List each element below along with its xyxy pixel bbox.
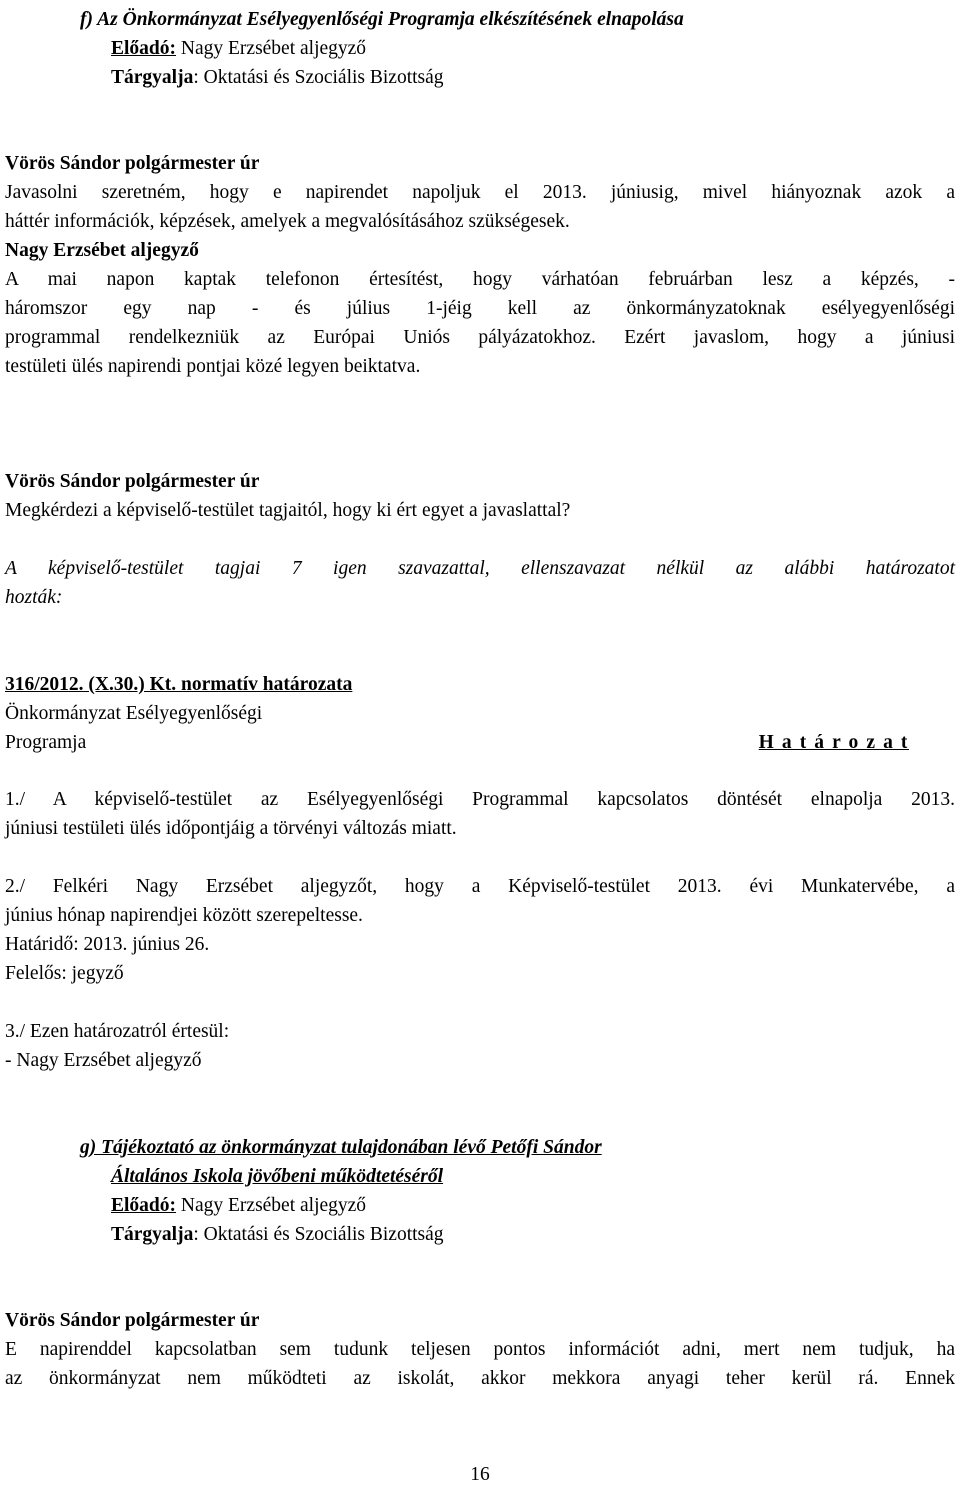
speech-4	[5, 1306, 955, 1393]
speech-1	[5, 149, 955, 236]
resolution-item-3	[5, 1017, 955, 1075]
section-g-title: g) Tájékoztató az önkormányzat tulajdonában lévő Petőfi Sándor	[80, 1137, 602, 1158]
paragraph-line: Javasolni szeretném, hogy e napirendet napoljuk el 2013. júniusig, mivel hiányoznak azok a	[5, 182, 955, 203]
resolution-subject: Önkormányzat Esélyegyenlőségi	[5, 703, 263, 724]
section-g-header	[5, 1133, 955, 1249]
paragraph-line: A mai napon kaptak telefonon értesítést, hogy várhatóan februárban lesz a képzés, -	[5, 269, 955, 290]
section-g-committee: Tárgyalja: Oktatási és Szociális Bizottság	[111, 1224, 444, 1245]
paragraph-line: E napirenddel kapcsolatban sem tudunk teljesen pontos információt adni, mert nem tudjuk, ha	[5, 1339, 955, 1360]
section-g-presenter: Előadó: Nagy Erzsébet aljegyző	[111, 1195, 367, 1216]
paragraph-line: programmal rendelkezniük az Európai Uniós pályázatokhoz. Ezért javaslom, hogy a júniusi	[5, 327, 955, 348]
paragraph-line: 1./ A képviselő-testület az Esélyegyenlőségi Programmal kapcsolatos döntését elnapolja 2013.	[5, 789, 955, 810]
resolution	[5, 670, 955, 757]
resolution-number: 316/2012. (X.30.) Kt. normatív határozata	[5, 674, 353, 695]
speech-3	[5, 467, 955, 525]
notify-recipient: - Nagy Erzsébet aljegyző	[5, 1050, 202, 1071]
resolution-item-1	[5, 785, 955, 843]
paragraph-line: júniusi testületi ülés időpontjáig a törvényi változás miatt.	[5, 818, 457, 839]
paragraph-line: 3./ Ezen határozatról értesül:	[5, 1021, 230, 1042]
section-f-committee: Tárgyalja: Oktatási és Szociális Bizottság	[111, 67, 444, 88]
vote-line: hozták:	[5, 587, 63, 608]
paragraph-line: háromszor egy nap - és július 1-jéig kell az önkormányzatoknak esélyegyenlőségi	[5, 298, 955, 319]
resolution-subject: Programja	[5, 732, 87, 753]
speaker-name: Vörös Sándor polgármester úr	[5, 1310, 260, 1331]
deadline: Határidő: 2013. június 26.	[5, 934, 210, 955]
resolution-item-2	[5, 872, 955, 988]
paragraph-line: Megkérdezi a képviselő-testület tagjaitól, hogy ki ért egyet a javaslattal?	[5, 500, 571, 521]
page-number: 16	[470, 1464, 490, 1485]
responsible: Felelős: jegyző	[5, 963, 124, 984]
resolution-subject-row	[5, 728, 955, 757]
section-g-title: Általános Iskola jövőbeni működtetéséről	[111, 1166, 444, 1187]
vote-line: A képviselő-testület tagjai 7 igen szavazattal, ellenszavazat nélkül az alábbi határozatot	[5, 558, 955, 579]
speech-2	[5, 236, 955, 381]
paragraph-line: háttér információk, képzések, amelyek a megvalósításához szükségesek.	[5, 211, 570, 232]
paragraph-line: június hónap napirendjei között szerepeltesse.	[5, 905, 363, 926]
speaker-name: Nagy Erzsébet aljegyző	[5, 240, 199, 261]
speaker-name: Vörös Sándor polgármester úr	[5, 153, 260, 174]
paragraph-line: 2./ Felkéri Nagy Erzsébet aljegyzőt, hogy a Képviselő-testület 2013. évi Munkatervébe, a	[5, 876, 955, 897]
speaker-name: Vörös Sándor polgármester úr	[5, 471, 260, 492]
paragraph-line: az önkormányzat nem működteti az iskolát, akkor mekkora anyagi teher kerül rá. Ennek	[5, 1368, 955, 1389]
section-f-title: f) Az Önkormányzat Esélyegyenlőségi Programja elkészítésének elnapolása	[80, 9, 684, 30]
paragraph-line: testületi ülés napirendi pontjai közé legyen beiktatva.	[5, 356, 421, 377]
resolution-heading: H a t á r o z a t	[758, 732, 909, 753]
section-f-presenter: Előadó: Nagy Erzsébet aljegyző	[111, 38, 367, 59]
vote-statement	[5, 554, 955, 612]
section-f-header	[5, 5, 955, 92]
